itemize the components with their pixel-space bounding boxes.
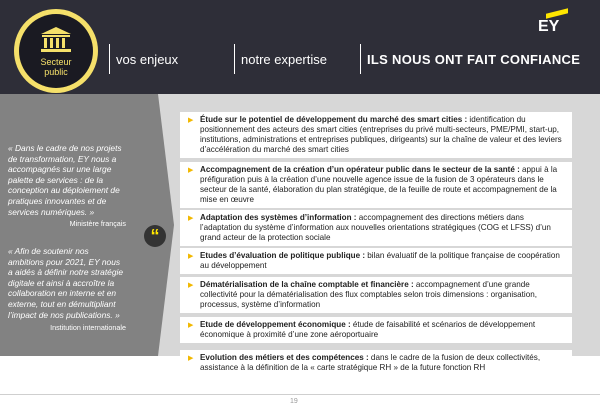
arrow-bullet-icon: ▶ <box>188 215 194 222</box>
list-item <box>180 210 572 246</box>
sector-badge-inner <box>19 14 93 88</box>
arrow-bullet-icon: ▶ <box>188 117 194 124</box>
ey-logo: EY <box>538 18 560 35</box>
item-body: appui à la préfiguration puis à la création d’une nouvelle agence issue de la fusion de 3 opérateurs dans le secteur de la santé, élaboration du plan stratégique, de la feuille de route et accompagnement de la mise en œuvre <box>200 165 558 204</box>
tab-label: ILS NOUS ONT FAIT CONFIANCE <box>367 51 581 67</box>
page-header <box>0 0 600 94</box>
arrow-bullet-icon: ▶ <box>188 322 194 329</box>
sector-badge[interactable] <box>14 9 98 93</box>
tab-label: vos enjeux <box>116 51 179 67</box>
references-panel <box>174 94 600 356</box>
item-title: Dématérialisation de la chaîne comptable et financière : <box>200 280 414 289</box>
testimonial-quote: « Afin de soutenir nos ambitions pour 2021, EY nous a aidés à définir notre stratégie digitale et ainsi à accroître la collaboration en interne et en externe, tout en démultipliant l’impact de nos publications. » <box>8 246 123 320</box>
list-item <box>180 277 572 313</box>
item-body: accompagnement des directions métiers dans l’adaptation du système d’information aux nouvelles orientations stratégiques (COG et LFSS) d’un grand acteur de la protection sociale <box>200 213 551 242</box>
item-body: accompagnement d’une grande collectivité pour la dématérialisation des flux comptables selon trois dimensions : organisation, processus, système d’information <box>200 280 537 309</box>
page-number: 19 <box>290 398 298 405</box>
quote-mark-icon: “ <box>144 225 166 247</box>
arrow-bullet-icon: ▶ <box>188 253 194 260</box>
testimonial-quote: « Dans le cadre de nos projets de transformation, EY nous a accompagnés sur une large palette de services : de la conception au déploiement de pratiques innovantes et de services numériques. » <box>8 143 122 217</box>
item-title: Etudes d’évaluation de politique publique : <box>200 251 366 260</box>
government-building-icon <box>39 26 73 54</box>
list-item <box>180 317 572 343</box>
tab-label: notre expertise <box>241 51 327 67</box>
testimonials-panel <box>0 94 148 356</box>
testimonial-source: Ministère français <box>69 219 126 228</box>
tab-vos-enjeux[interactable] <box>109 44 178 74</box>
footer-divider <box>0 394 600 395</box>
item-title: Accompagnement de la création d’un opérateur public dans le secteur de la santé : <box>200 165 520 174</box>
item-body: identification du positionnement des acteurs des smart cities (entreprises du privé multi-secteurs, PME/PMI, start-up, institutions, administrations et entreprises publiques, dirigeants) sur la chaîne de valeur et des leviers d’accélération du marché des smart cities <box>200 115 562 154</box>
list-item <box>180 248 572 274</box>
item-body: dans le cadre de la fusion de deux collectivités, assistance à la définition de la « carte stratégique RH » de la future fonction RH <box>200 353 541 372</box>
testimonial-source: Institution internationale <box>50 323 126 332</box>
arrow-bullet-icon: ▶ <box>188 355 194 362</box>
tab-ils-nous-ont-fait-confiance[interactable] <box>360 44 580 74</box>
tab-divider <box>360 44 361 74</box>
item-body: bilan évaluatif de la politique française de coopération au développement <box>200 251 560 270</box>
item-title: Étude sur le potentiel de développement du marché des smart cities : <box>200 115 468 124</box>
list-item <box>180 350 572 376</box>
tab-notre-expertise[interactable] <box>234 44 327 74</box>
arrow-bullet-icon: ▶ <box>188 282 194 289</box>
sector-label-line1: Secteur <box>40 56 72 67</box>
item-body: étude de faisabilité et scénarios de développement économique à proximité d’une zone aéroportuaire <box>200 320 536 339</box>
item-title: Adaptation des systèmes d’information : <box>200 213 357 222</box>
item-title: Evolution des métiers et des compétences : <box>200 353 369 362</box>
sector-label-line2: public <box>44 66 68 77</box>
list-item <box>180 162 572 208</box>
arrow-bullet-icon: ▶ <box>188 167 194 174</box>
sector-label <box>40 57 71 77</box>
item-title: Etude de développement économique : <box>200 320 351 329</box>
tab-divider <box>109 44 110 74</box>
list-item <box>180 112 572 158</box>
tab-divider <box>234 44 235 74</box>
